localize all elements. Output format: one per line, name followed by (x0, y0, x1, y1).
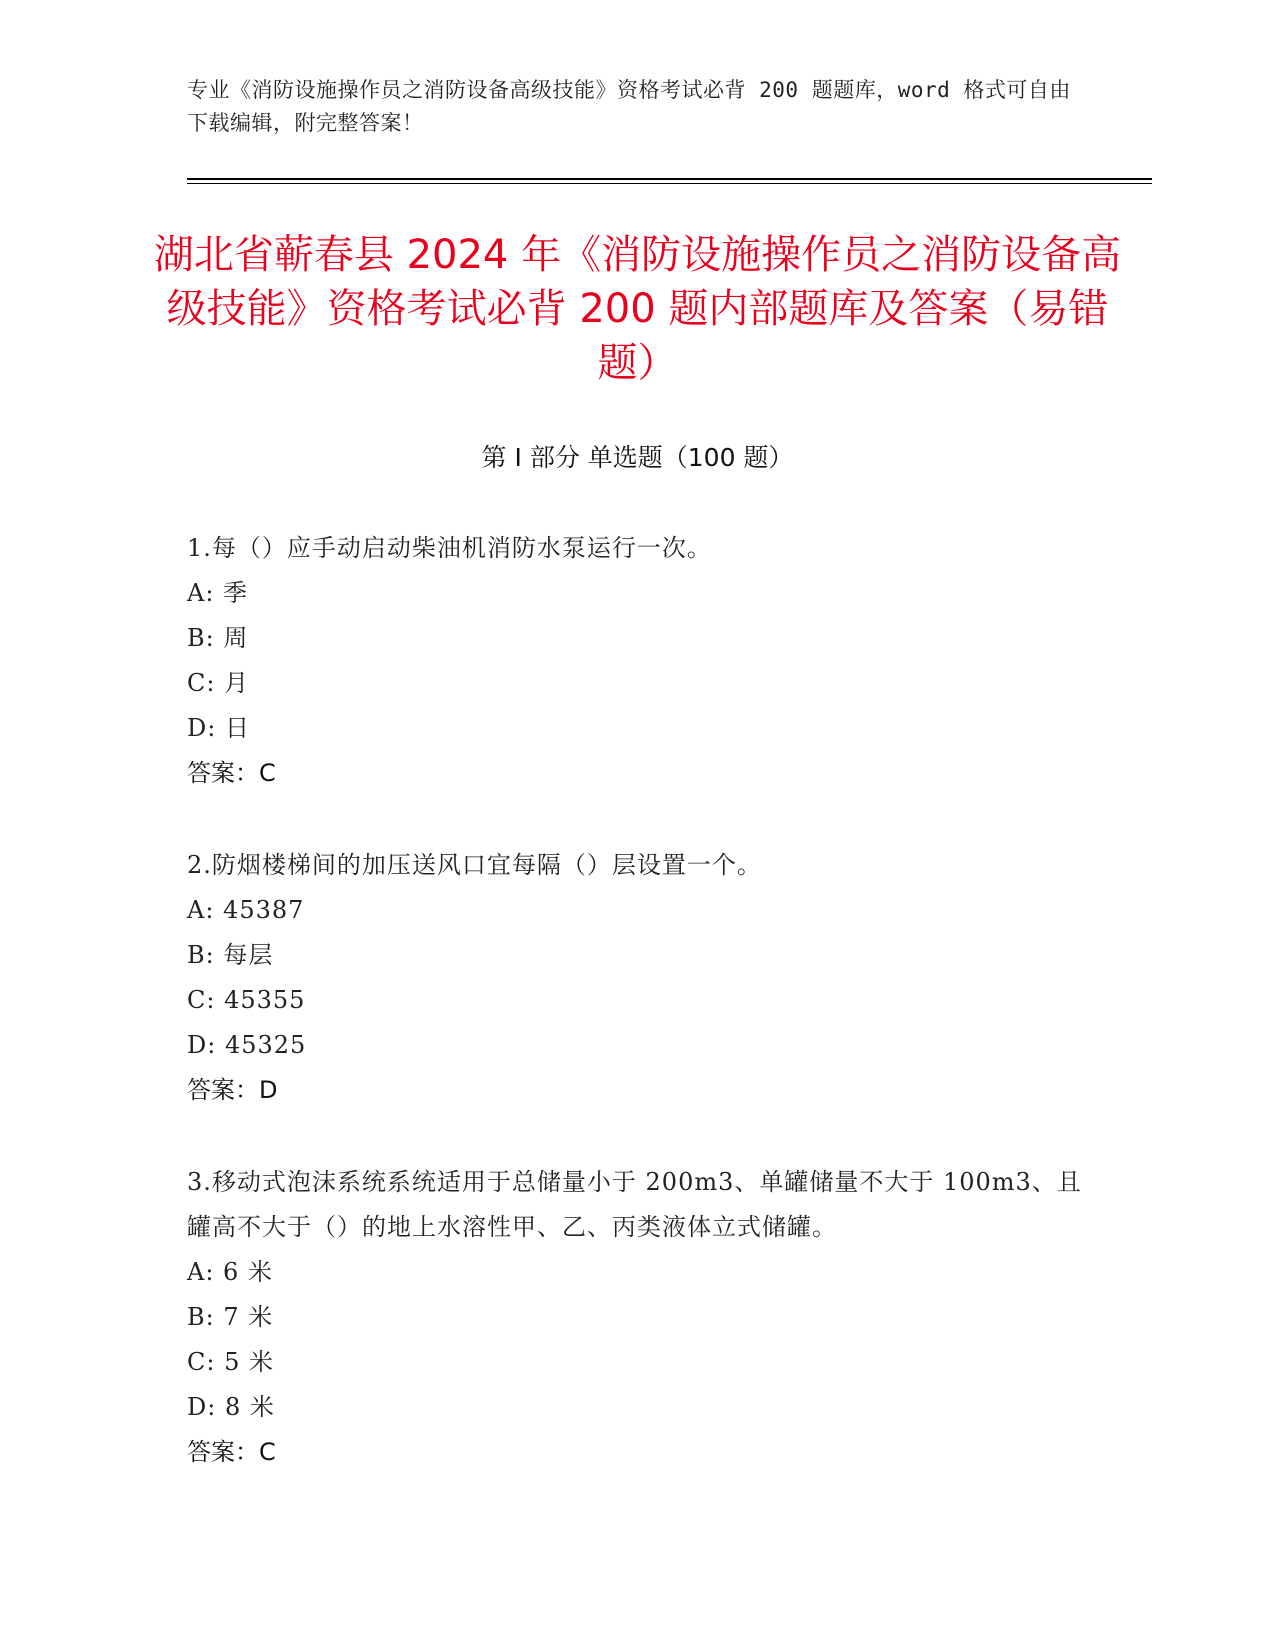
option-b: B: 周 (187, 624, 249, 652)
option-d: D: 8 米 (187, 1393, 275, 1421)
header-note: 专业《消防设施操作员之消防设备高级技能》资格考试必背 200 题题库，word 格式可自由下载编辑，附完整答案！ (187, 78, 1071, 135)
option-b: B: 7 米 (187, 1303, 274, 1331)
question-text: 3.移动式泡沫系统系统适用于总储量小于 200m3、单罐储量不大于 100m3、且罐高不大于（）的地上水溶性甲、乙、丙类液体立式储罐。 (187, 1168, 1082, 1241)
answer-line: 答案：D (187, 1076, 278, 1104)
option-a: A: 6 米 (187, 1258, 273, 1286)
header-divider-thick (187, 178, 1152, 180)
answer-line: 答案：C (187, 1438, 276, 1466)
option-a: A: 季 (187, 579, 249, 607)
question-block (187, 526, 1087, 796)
option-b: B: 每层 (187, 941, 274, 969)
answer-line: 答案：C (187, 759, 276, 787)
header-divider-thin (187, 183, 1152, 184)
option-d: D: 45325 (187, 1031, 307, 1059)
document-title: 湖北省蕲春县 2024 年《消防设施操作员之消防设备高级技能》资格考试必背 200 题内部题库及答案（易错题） (153, 232, 1122, 386)
question-text: 2.防烟楼梯间的加压送风口宜每隔（）层设置一个。 (187, 851, 762, 879)
question-text: 1.每（）应手动启动柴油机消防水泵运行一次。 (187, 534, 712, 562)
option-a: A: 45387 (187, 896, 305, 924)
option-c: C: 月 (187, 669, 250, 697)
question-block (187, 843, 1087, 1113)
option-d: D: 日 (187, 714, 250, 742)
option-c: C: 45355 (187, 986, 306, 1014)
section-heading: 第 I 部分 单选题（100 题） (481, 443, 794, 472)
option-c: C: 5 米 (187, 1348, 274, 1376)
question-block (187, 1160, 1087, 1475)
